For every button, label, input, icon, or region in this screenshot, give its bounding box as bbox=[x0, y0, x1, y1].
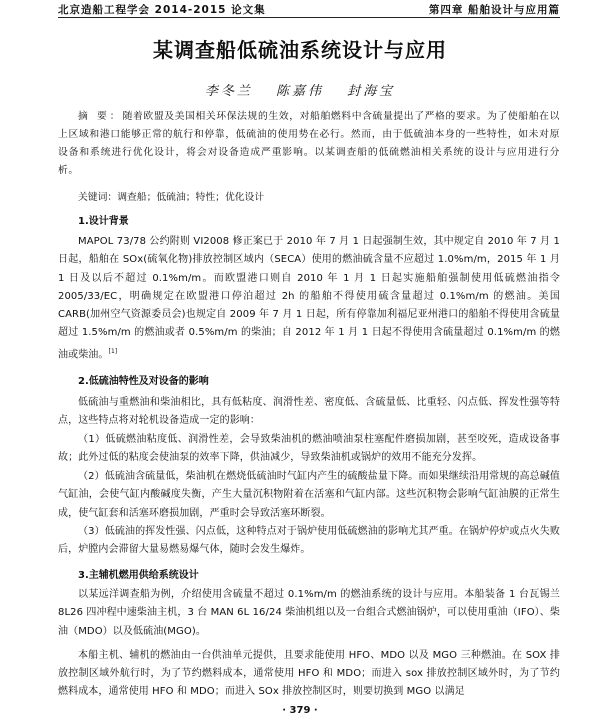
section-heading-1: 1.设计背景 bbox=[78, 216, 129, 227]
paper-title: 某调查船低硫油系统设计与应用 bbox=[153, 38, 447, 62]
authors: 李冬兰 陈嘉伟 封海宝 bbox=[204, 84, 396, 99]
section-2-paragraph-1: （1）低硫燃油粘度低、润滑性差，会导致柴油机的燃油喷油泵柱塞配件磨损加剧，甚至咬死，造成设备事故；此外过低的粘度会使油泵的效率下降，供油减少，导致柴油机或锅炉的效用不能充分发挥。 bbox=[58, 434, 560, 464]
running-header-left: 北京造船工程学会 2014-2015 论文集 bbox=[58, 3, 266, 16]
section-1-text: MAPOL 73/78 公约附则 VI2008 修正案已于 2010 年 7 月 1 日起强制生效，其中规定自 2010 年 7 月 1 日起，船舶在 SOx(硫氧化物)排放控制区域内（SECA）使用的燃油硫含量不应超过 1.0%m/m，2015 年 1 月 1 日及以后不超过 0.1%m/m。而欧盟港口则自 2010 年 1 月 1 日起实施船舶强制使用低硫燃油指令 2005/33/EC，明确规定在欧盟港口停泊超过 2h 的船舶不得使用硫含量超过 0.1%m/m 的燃油。美国 CARB(加州空气资源委员会)也规定自 2009 年 7 月 1 日起，所有停靠加利福尼亚州港口的船舶不得使用含硫量超过 1.5%m/m 的燃油或者 0.5%m/m 的柴油；自 2012 年 1 月 1 日起不得使用含硫量超过 0.1%m/m 的燃油或柴油。 bbox=[58, 236, 560, 361]
keywords bbox=[58, 189, 560, 207]
section-2-paragraph-intro: 低硫油与重燃油和柴油相比，具有低粘度、润滑性差、密度低、含硫量低、比重轻、闪点低、挥发性强等特点，这些特点将对轮机设备造成一定的影响： bbox=[58, 397, 560, 427]
section-heading-2: 2.低硫油特性及对设备的影响 bbox=[78, 376, 209, 387]
reference-mark: [1] bbox=[108, 347, 118, 355]
running-header bbox=[58, 2, 560, 16]
section-1-paragraph bbox=[58, 233, 560, 364]
page-number: · 379 · bbox=[282, 705, 318, 716]
section-2-paragraph-2: （2）低硫油含硫量低，柴油机在燃烧低硫油时气缸内产生的硫酸盐量下降。而如果继续沿用常规的高总碱值气缸油，会使气缸内酸碱度失衡，产生大量沉积物附着在活塞和气缸内部。这些沉积物会影响气缸油膜的正常生成，使气缸套和活塞环磨损加剧，严重时会导致活塞环断裂。 bbox=[58, 471, 560, 519]
keywords-label: 关键词： bbox=[78, 192, 118, 203]
abstract-label: 摘 要： bbox=[78, 111, 123, 122]
section-3-paragraph-2: 本船主机、辅机的燃油由一台供油单元提供，且要求能使用 HFO、MDO 以及 MGO 三种燃油。在 SOX 排放控制区域外航行时，为了节约燃料成本，通常使用 HFO 和 MDO；而进入 sox 排放控制区域外时，为了节约燃料成本，通常使用 HFO 和 MDO；而进入 SOx 排放控制区时，则要切换到 MGO 以满足 bbox=[58, 650, 560, 697]
section-3-paragraph-1: 以某远洋调查船为例，介绍使用含硫量不超过 0.1%m/m 的燃油系统的设计与应用。本船装备 1 台瓦锡兰 8L26 四冲程中速柴油主机，3 台 MAN 6L 16/24 柴油机组以及一台组合式燃油锅炉，可以使用重油（IFO）、柴油（MDO）以及低硫油(MGO)。 bbox=[58, 589, 560, 637]
running-header-right: 第四章 船舶设计与应用篇 bbox=[428, 3, 560, 16]
keywords-text: 调查船；低硫油；特性；优化设计 bbox=[117, 192, 265, 203]
abstract-text: 随着欧盟及美国相关环保法规的生效，对船舶燃料中含硫量提出了严格的要求。为了使船舶在以上区域和港口能够正常的航行和停靠，低硫油的使用势在必行。然而，由于低硫油本身的一些特性，如未对原设备和系统进行优化设计，将会对设备造成严重影响。以某调查船的低硫燃油相关系统的设计与应用进行分析。 bbox=[58, 111, 560, 176]
section-heading-3: 3.主辅机燃用供给系统设计 bbox=[78, 570, 199, 581]
section-2-paragraph-3: （3）低硫油的挥发性强、闪点低，这种特点对于锅炉使用低硫燃油的影响尤其严重。在锅炉停炉或点火失败后，炉膛内会滞留大量易燃易爆气体，随时会发生爆炸。 bbox=[58, 526, 560, 556]
header-rule bbox=[58, 17, 560, 18]
abstract bbox=[58, 108, 560, 180]
